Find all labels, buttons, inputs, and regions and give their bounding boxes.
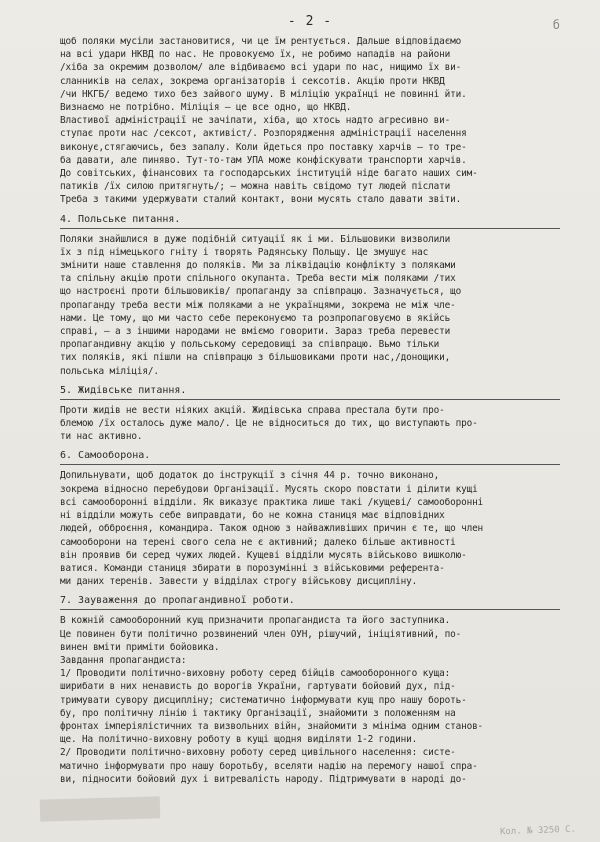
- text-line: тих поляків, які пішли на співпрацю з більшовиками проти нас,/донощики,: [60, 352, 451, 364]
- text-line: ви, підносити бойовий дух і витревалість народу. Підтримувати в народі до-: [60, 773, 467, 785]
- text-line: блемою /їх осталось дуже мало/. Це не відноситься до тих, що виступають про-: [60, 418, 478, 430]
- text-line: фронтах імперіялістичних та визвольних війн, знайомити з мініма одним станов-: [60, 720, 484, 732]
- text-line: 2/ Проводити політично-виховну роботу серед цивільного населення: систе-: [60, 747, 456, 759]
- text-line: самооборони на терені свого села не є активний; далеко більше активності: [60, 536, 456, 548]
- document-body: [60, 35, 560, 786]
- page-number: - 2 -: [287, 14, 333, 29]
- text-line: 1/ Проводити політично-виховну роботу серед бійців самооборонного куща:: [60, 668, 451, 680]
- section-heading: 6. Самооборона.: [60, 449, 560, 465]
- text-line: ні відділи можуть себе виправдати, бо не кожна станиця має відповідних: [60, 510, 445, 522]
- text-line: змінити наше ставлення до поляків. Ми за ліквідацію конфлікту з поляками: [60, 260, 456, 272]
- text-line: польська міліція/.: [60, 365, 159, 377]
- text-line: щоб поляки мусіли застановитися, чи це їм рентується. Дальше відповідаємо: [60, 36, 462, 47]
- text-line: Треба з такими удержувати сталий контакт, вони мусять стало давати звіти.: [60, 194, 462, 206]
- text-line: сланників на селах, зокрема організаторів і сексотів. Акцію проти НКВД: [60, 75, 445, 87]
- text-line: Визнаємо не потрібно. Міліція – це все одно, що НКВД.: [60, 102, 352, 114]
- text-line: зокрема відносно перебудови Організації. Мусять скоро повстати і ділити кущі: [60, 483, 478, 495]
- text-line: Завдання пропагандиста:: [60, 654, 187, 666]
- text-line: До совітських, фінансових та господарських інституцій ніде багато наших сим-: [60, 168, 478, 180]
- text-line: ще. На політично-виховну роботу в кущі щодня виділяти 1-2 години.: [60, 734, 418, 746]
- text-line: Це повинен бути політично розвинений член ОУН, рішучий, ініціятивний, по-: [60, 628, 462, 640]
- paragraph-block: [60, 35, 560, 207]
- text-line: що настроєні проти більшовиків/ пропаганду за співпрацю. Зазначується, що: [60, 286, 462, 298]
- text-line: /хіба за окремим дозволом/ але відбиваємо всі удари по нас, нищимо їх ви-: [60, 62, 462, 74]
- text-line: В кожній самооборонний кущ призначити пропагандиста та його заступника.: [60, 615, 451, 627]
- text-line: ступає проти нас /сексот, активіст/. Розпорядження адміністрації населення: [60, 128, 467, 140]
- text-line: виконує,стягаючись, без запалу. Коли йдеться про поставку харчів – то тре-: [60, 141, 467, 153]
- text-line: Поляки знайшлися в дуже подібній ситуації як і ми. Більшовики визволили: [60, 233, 451, 245]
- text-line: Допильнувати, щоб додаток до інструкції з січня 44 р. точно виконано,: [60, 470, 440, 482]
- paragraph-block: [60, 614, 560, 786]
- text-line: нами. Це тому, що ми часто себе переконуємо та розпропаговуємо в якійсь: [60, 312, 451, 324]
- stain-mark: [40, 796, 161, 821]
- section-heading: 7. Зауваження до пропагандивної роботи.: [60, 594, 560, 610]
- margin-mark: б: [552, 18, 560, 32]
- text-line: ширибати в них ненависть до ворогів України, гартувати бойовий дух, під-: [60, 681, 456, 693]
- text-line: їх з під німецького гніту і творять Радянську Польщу. Це змушує нас: [60, 246, 429, 258]
- text-line: та спільну акцію проти спільного окупанта. Треба вести між поляками /тих: [60, 273, 456, 285]
- text-line: на всі удари НКВД по нас. Не провокуємо їх, не робимо нападів на райони: [60, 49, 451, 61]
- text-line: винен вміти приміти бойовика.: [60, 641, 220, 653]
- section-heading: 4. Польське питання.: [60, 213, 560, 229]
- archive-footer-note: Кол. № 3250 С.: [499, 824, 577, 838]
- text-line: ба давати, але пиняво. Тут-то-там УПА може конфіскувати транспорти харчів.: [60, 154, 467, 166]
- paragraph-block: [60, 233, 560, 378]
- text-line: всі самооборонні відділи. Як виказує практика лише такі /кущеві/ самооборонні: [60, 496, 484, 508]
- text-line: ми даних теренів. Завести у відділах строгу військову дисципліну.: [60, 576, 418, 588]
- paragraph-block: [60, 469, 560, 588]
- text-line: Проти жидів не вести ніяких акцій. Жидівська справа престала бути про-: [60, 404, 445, 416]
- text-line: патиків /їх силою притягнуть/; – можна навіть свідомо тут людей післати: [60, 181, 451, 193]
- text-line: пропаганду треба вести між поляками а не українцями, зокрема не між чле-: [60, 299, 456, 311]
- text-line: тримувати сувору дисципліну; систематично інформувати кущ про нашу бороть-: [60, 694, 467, 706]
- text-line: справі, – а з іншими народами не вміємо говорити. Зараз треба перевести: [60, 326, 451, 338]
- text-line: бу, про політичну лінію і тактику Організації, знайомити з положенням на: [60, 707, 456, 719]
- section-heading: 5. Жидівське питання.: [60, 384, 560, 400]
- text-line: він проявив би серед чужих людей. Кущеві відділи мусять військово вишколю-: [60, 549, 467, 561]
- text-line: Властивої адміністрації не зачіпати, хіба, що хтось надто агресивно ви-: [60, 115, 451, 127]
- text-line: ти нас активно.: [60, 431, 143, 443]
- text-line: людей, обброєння, командира. Також одною з найважливіших причин є те, що член: [60, 523, 484, 535]
- text-line: /чи НКГБ/ ведемо тихо без зайвого шуму. В міліцію українці не повинні йти.: [60, 88, 467, 100]
- text-line: ватися. Команди станиця збирати в порозумінні з військовими референта-: [60, 562, 445, 574]
- text-line: матично інформувати про нашу боротьбу, вселяти надію на перемогу нашої спра-: [60, 760, 478, 772]
- paragraph-block: [60, 404, 560, 444]
- text-line: пропагандивну акцію у польському середовищі за співпрацю. Вьмо тільки: [60, 339, 440, 351]
